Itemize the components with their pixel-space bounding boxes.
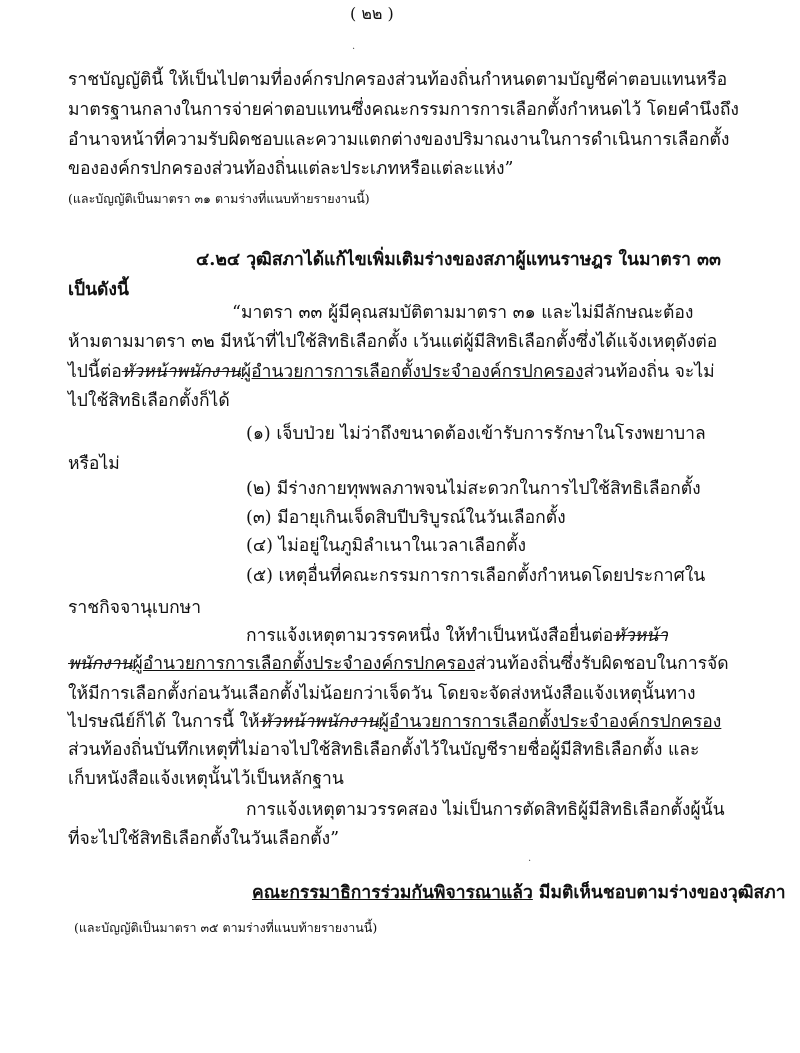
inserted-text: ผู้อำนวยการการเลือกตั้งประจำองค์กรปกครอง <box>378 712 722 732</box>
paragraph-line: ให้มีการเลือกตั้งก่อนวันเลือกตั้งไม่น้อยกว่าเจ็ดวัน โดยจะจัดส่งหนังสือแจ้งเหตุนั้นทาง <box>68 684 696 704</box>
list-item: (๑) เจ็บป่วย ไม่ว่าถึงขนาดต้องเข้ารับการรักษาในโรงพยาบาล <box>246 424 706 444</box>
paragraph-line: มาตรฐานกลางในการจ่ายค่าตอบแทนซึ่งคณะกรรมการการเลือกตั้งกำหนดไว้ โดยคำนึงถึง <box>68 100 739 120</box>
paragraph-line-with-amendment <box>246 628 668 646</box>
inserted-text: ผู้อำนวยการการเลือกตั้งประจำองค์กรปกครอง <box>240 362 584 382</box>
paragraph-line-with-amendment <box>68 656 729 674</box>
paragraph-line: เก็บหนังสือแจ้งเหตุนั้นไว้เป็นหลักฐาน <box>68 769 344 789</box>
scan-dot: · <box>352 44 356 55</box>
paragraph-line-with-amendment <box>68 364 715 382</box>
paragraph-line: ขององค์กรปกครองส่วนท้องถิ่นแต่ละประเภทหรือแต่ละแห่ง” <box>68 159 514 179</box>
paragraph-line: ไปใช้สิทธิเลือกตั้งก็ได้ <box>68 391 230 411</box>
page-number: ( ๒๒ ) <box>350 4 394 23</box>
text-segment: ไปนี้ต่อ <box>68 362 122 382</box>
paragraph-line: อำนาจหน้าที่ความรับผิดชอบและความแตกต่างของปริมาณงานในการดำเนินการเลือกตั้ง <box>68 130 730 150</box>
section-heading-continuation: เป็นดังนี้ <box>68 280 129 300</box>
committee-conclusion <box>252 885 786 903</box>
paragraph-line: “มาตรา ๓๓ ผู้มีคุณสมบัติตามมาตรา ๓๑ และไม่มีลักษณะต้อง <box>232 303 694 323</box>
inserted-text: ผู้อำนวยการการเลือกตั้งประจำองค์กรปกครอง <box>132 654 476 674</box>
paragraph-line: ส่วนท้องถิ่นบันทึกเหตุที่ไม่อาจไปใช้สิทธิเลือกตั้งไว้ในบัญชีรายชื่อผู้มีสิทธิเลือกตั้ง และ <box>68 740 700 760</box>
paragraph-line: ที่จะไปใช้สิทธิเลือกตั้งในวันเลือกตั้ง” <box>68 829 340 849</box>
section-heading: ๔.๒๔ วุฒิสภาได้แก้ไขเพิ่มเติมร่างของสภาผู้แทนราษฎร ในมาตรา ๓๓ <box>196 250 721 270</box>
conclusion-underlined: คณะกรรมาธิการร่วมกันพิจารณาแล้ว <box>252 883 533 903</box>
struck-text: หัวหน้าพนักงาน <box>121 362 241 382</box>
list-item-continuation: ราชกิจจานุเบกษา <box>68 598 202 618</box>
list-item-continuation: หรือไม่ <box>68 454 120 474</box>
text-segment: ไปรษณีย์ก็ได้ ในการนี้ ให้ <box>68 712 260 732</box>
paragraph-line-with-amendment <box>68 714 721 732</box>
list-item: (๓) มีอายุเกินเจ็ดสิบปีบริบูรณ์ในวันเลือกตั้ง <box>246 508 566 528</box>
footnote: (และบัญญัติเป็นมาตรา ๓๑ ตามร่างที่แนบท้ายรายงานนี้) <box>68 191 370 206</box>
paragraph-line: ราชบัญญัตินี้ ให้เป็นไปตามที่องค์กรปกครองส่วนท้องถิ่นกำหนดตามบัญชีค่าตอบแทนหรือ <box>68 70 728 90</box>
conclusion-text: มีมติเห็นชอบตามร่างของวุฒิสภา <box>532 883 786 903</box>
paragraph-line: การแจ้งเหตุตามวรรคสอง ไม่เป็นการตัดสิทธิผู้มีสิทธิเลือกตั้งผู้นั้น <box>246 800 725 820</box>
struck-text: พนักงาน <box>68 654 133 674</box>
text-segment: การแจ้งเหตุตามวรรคหนึ่ง ให้ทำเป็นหนังสือยื่นต่อ <box>246 626 614 646</box>
paragraph-line: ห้ามตามมาตรา ๓๒ มีหน้าที่ไปใช้สิทธิเลือกตั้ง เว้นแต่ผู้มีสิทธิเลือกตั้งซึ่งได้แจ้งเหตุดังต่อ <box>68 332 718 352</box>
text-segment: ส่วนท้องถิ่นซึ่งรับผิดชอบในการจัด <box>475 654 729 674</box>
list-item: (๒) มีร่างกายทุพพลภาพจนไม่สะดวกในการไปใช้สิทธิเลือกตั้ง <box>246 479 701 499</box>
list-item: (๔) ไม่อยู่ในภูมิลำเนาในเวลาเลือกตั้ง <box>246 536 527 556</box>
text-segment: ส่วนท้องถิ่น จะไม่ <box>583 362 715 382</box>
list-item: (๕) เหตุอื่นที่คณะกรรมการการเลือกตั้งกำหนดโดยประกาศใน <box>246 566 706 586</box>
scan-dot: · <box>528 856 532 867</box>
struck-text: หัวหน้าพนักงาน <box>259 712 379 732</box>
struck-text: หัวหน้า <box>613 626 668 646</box>
footnote: (และบัญญัติเป็นมาตรา ๓๕ ตามร่างที่แนบท้ายรายงานนี้) <box>74 920 378 935</box>
